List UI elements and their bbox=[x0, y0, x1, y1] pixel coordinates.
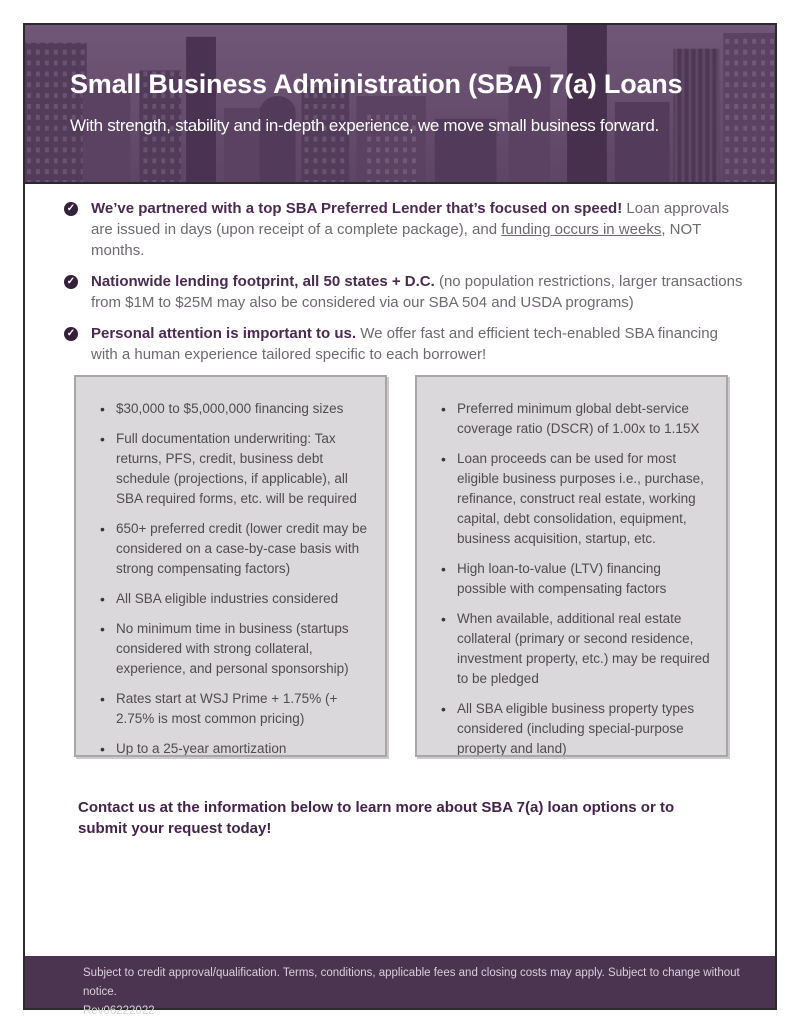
highlight-text bbox=[91, 271, 745, 313]
check-circle-icon: ✓ bbox=[64, 202, 78, 216]
highlight-bold-text: Nationwide lending footprint, all 50 states + D.C. bbox=[91, 273, 435, 290]
highlights-section bbox=[25, 184, 775, 365]
hero-banner bbox=[25, 25, 775, 184]
list-item: • When available, additional real estate collateral (primary or second residence, investment property, etc.) may be required to be pledged bbox=[439, 609, 712, 689]
list-item: • Preferred minimum global debt-service coverage ratio (DSCR) of 1.00x to 1.15X bbox=[439, 399, 712, 439]
highlight-body-text: (no population restrictions, larger transactions from $1M to $25M may also be considered via our SBA 504 and USDA programs) bbox=[91, 273, 743, 311]
highlight-bold-text: Personal attention is important to us. bbox=[91, 325, 357, 342]
page-subtitle: With strength, stability and in-depth experience, we move small business forward. bbox=[70, 116, 659, 135]
highlight-text bbox=[91, 323, 745, 365]
footer-revision: Rev06222022 bbox=[83, 1005, 155, 1017]
flyer-page bbox=[23, 23, 777, 1017]
footer-disclaimer: Subject to credit approval/qualification. Terms, conditions, applicable fees and closing costs may apply. Subject to change without notice. bbox=[83, 967, 740, 998]
highlight-body-text: , NOT months. bbox=[91, 221, 702, 259]
list-item: • Rates start at WSJ Prime + 1.75% (+ 2.75% is most common pricing) bbox=[98, 689, 371, 729]
list-item: • Full documentation underwriting: Tax returns, PFS, credit, business debt schedule (projections, if applicable), all SBA required forms, etc. will be required bbox=[98, 429, 371, 509]
highlight-item-footprint bbox=[64, 271, 745, 313]
list-item: • $30,000 to $5,000,000 financing sizes bbox=[98, 399, 371, 419]
loan-terms-box bbox=[74, 375, 387, 757]
contact-callout: Contact us at the information below to learn more about SBA 7(a) loan options or to submit your request today! bbox=[78, 799, 675, 837]
highlight-body-text: We offer fast and efficient tech-enabled SBA financing with a human experience tailored specific to each borrower! bbox=[91, 325, 718, 363]
hero-text-block bbox=[70, 69, 755, 136]
highlight-bold-text: We’ve partnered with a top SBA Preferred Lender that’s focused on speed! bbox=[91, 200, 623, 217]
feature-boxes-row bbox=[74, 375, 775, 757]
highlight-body-text: Loan approvals are issued in days (upon receipt of a complete package), and bbox=[91, 200, 729, 238]
highlight-text bbox=[91, 198, 745, 261]
footer-bar bbox=[25, 956, 775, 1017]
list-item: • All SBA eligible industries considered bbox=[98, 589, 371, 609]
list-item: • All SBA eligible business property types considered (including special-purpose property and land) bbox=[439, 699, 712, 757]
highlight-item-attention bbox=[64, 323, 745, 365]
loan-criteria-box bbox=[415, 375, 728, 757]
list-item: • Loan proceeds can be used for most eligible business purposes i.e., purchase, refinance, construct real estate, working capital, debt consolidation, equipment, business acquisition, startup, etc. bbox=[439, 449, 712, 549]
page-title: Small Business Administration (SBA) 7(a) Loans bbox=[70, 69, 683, 99]
list-item: • Up to a 25-year amortization bbox=[98, 739, 371, 757]
loan-terms-list bbox=[98, 399, 371, 757]
list-item: • 650+ preferred credit (lower credit may be considered on a case-by-case basis with strong compensating factors) bbox=[98, 519, 371, 579]
list-item: • No minimum time in business (startups considered with strong collateral, experience, and personal sponsorship) bbox=[98, 619, 371, 679]
check-circle-icon: ✓ bbox=[64, 327, 78, 341]
highlight-underlined-text: funding occurs in weeks bbox=[501, 221, 662, 238]
loan-criteria-list bbox=[439, 399, 712, 757]
highlight-item-speed bbox=[64, 198, 745, 261]
list-item: • High loan-to-value (LTV) financing possible with compensating factors bbox=[439, 559, 712, 599]
check-circle-icon: ✓ bbox=[64, 275, 78, 289]
